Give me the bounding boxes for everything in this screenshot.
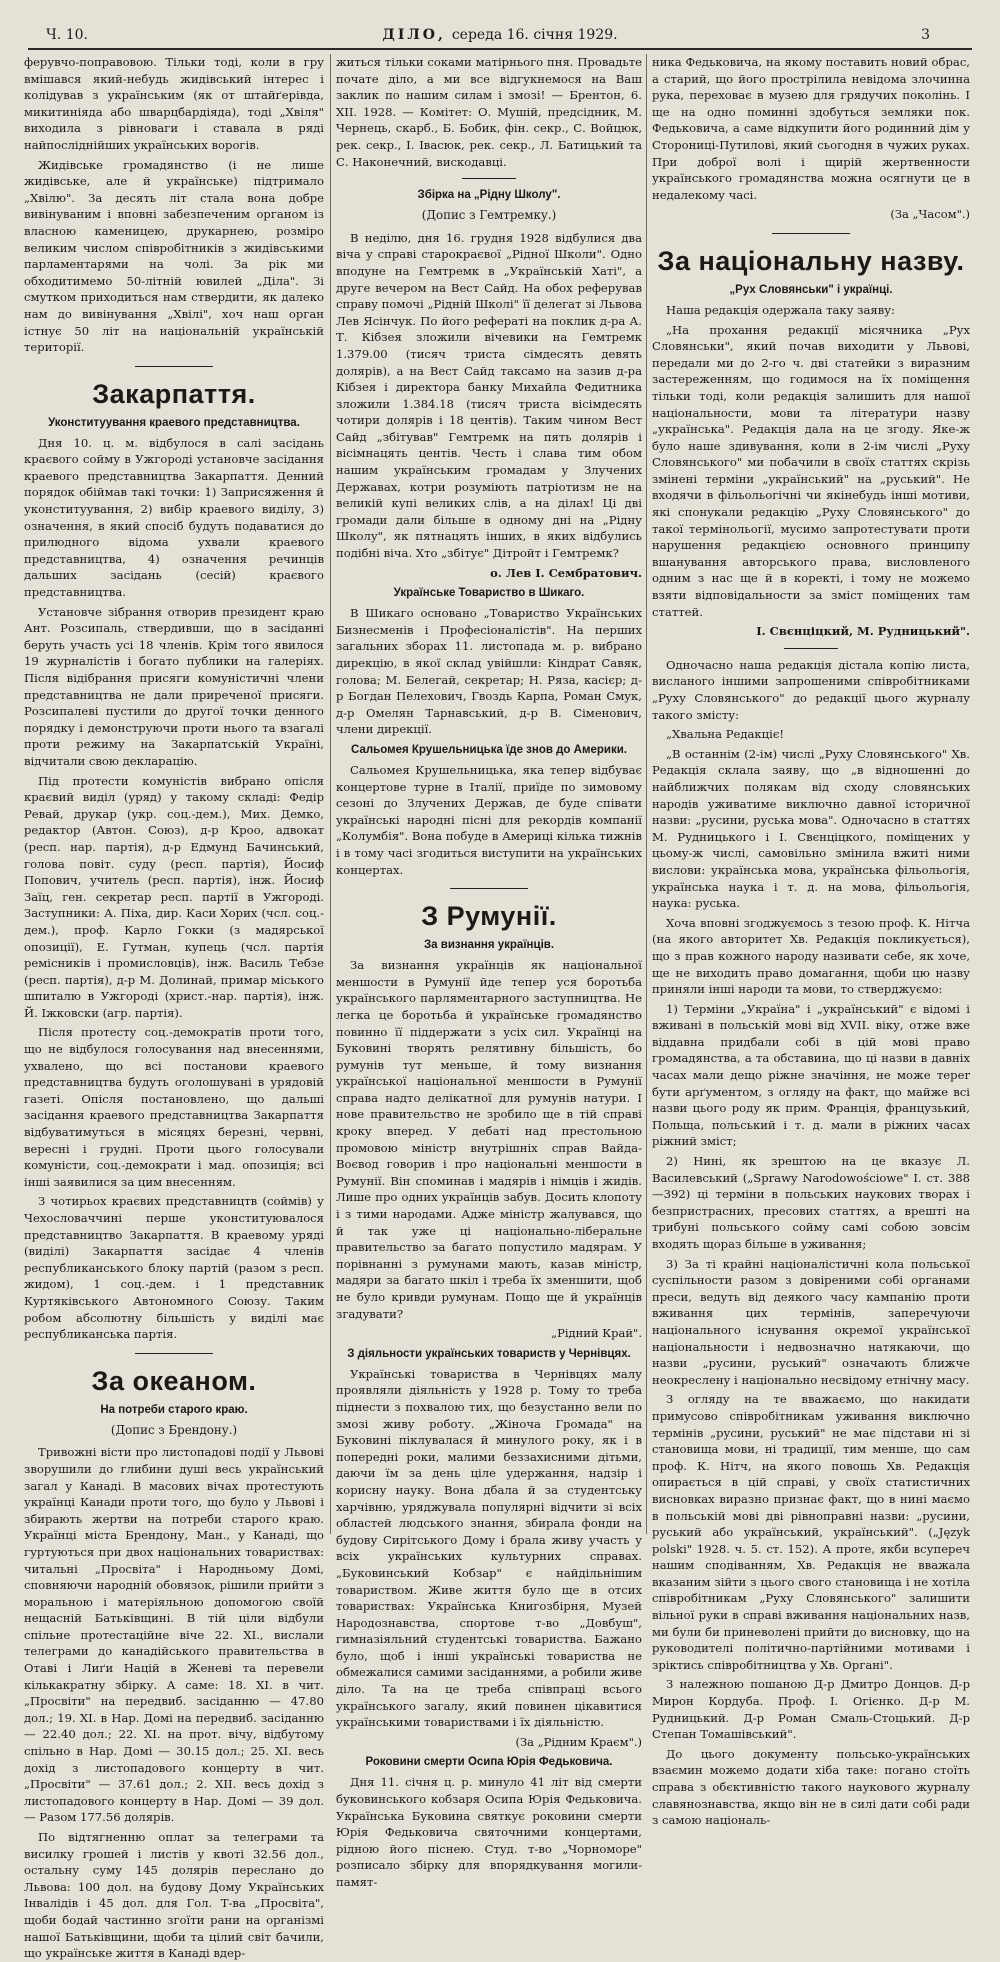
paragraph: 3) За ті крайні націоналістичні кола польської суспільности разом з довіреними собі органами преси, ведуть від деякого часу кампанію проти вживання цих термінів, заперечуючи національного існування окремої української національности і недвозначно натякаючи, що назви „русини, руський" означають ближче неокреслену і національно несвідому етнічну масу. [652,1256,970,1387]
separator-line [462,178,516,179]
paragraph: Дня 11. січня ц. р. минуло 41 літ від смерти буковинського кобзаря Осипа Юрія Федьковича. Українська Буковина святкує роковини смерти Юрія Федьковича святочними концертами, рідною його піснею. Студ. т-во „Чорноморе" розписало збірку для впорядкування могили-памят- [336,1775,642,1889]
paragraph: Одночасно наша редакція дістала копію листа, висланого іншими запрошеними співробітниками „Руху Словянського" до редакції цього журналу такого змісту: [652,657,970,722]
paragraph: В неділю, дня 16. грудня 1928 відбулися два віча у справі старокраєвої „Рідної Школи". Одно вподуне на Гемтремк в „Українській Хаті", а друге вечером на Вест Сайд. На обох реферував справу помочі „Рідній Школі" її делегат зі Львова Лев Ясінчук. По його рефераті на поклик д-ра А. Т. Кібзея зложили вічевики на Гемтремк 1.379.00 (тисяч триста сімдесять девять долярів), а на Вест Сайд таксамо на зазив д-ра Кібзея і директора банку Михайла Федитника зложили 1.384.18 (тисяч триста вісімдесять чотири долярів і 18 центів). Таким чином Вест Сайд „збітував" Гемтремк на пять долярів і вісімнацять центів. Честь і слава тим обом нашим українським громадам у Злучених Державах, котри розуміють патріотизм не на великій купі великих слів, а на ділах! Ці дві громади дали більше в одному дні на „Рідну Школу", як пятнацять інших, в яких відбулись подібні віча. Хто „збітує" Дітройт і Гемтремк? [336,230,642,561]
paragraph: житься тільки соками матірнього пня. Провадьте почате діло, а ми все відгукнемося на Ваш заклик по нашим силам і змозі! — Брентон, 6. XII. 1928. — Комітет: О. Мушій, предсідник, М. Чернець, скарб., Б. Бобик, фін. секр., С. Войцюк, рек. секр., І. Івасюк, рек. секр., Л. Батицький та С. Наконечний, вискодавці. [336,55,642,169]
paragraph: „На прохання редакції місячника „Рух Словянськи", який почав виходити у Львові, передали ми до 2-го ч. дві статейки з виразним застереженням, що годимося на їх поміщення тільки тоді, коли редакція залишить для нашої національности, мови та літератури назву „українська". Редакція дала на це згоду. Яке-ж було наше здивування, коли в 2-ім числі „Руху Словянського" ми побачили в своїх статтях скрізь змінені терміни „український" на „руський". Не входячи в фільольогічні чи якінебудь інші мотиви, які спонукали редакцію „Руху Словянського" до такої термінольогії, мусимо запротестувати проти нарушення редакцією основного принципу вшанування авторського права, висловленого одним з нас ще й в коректі, і тому не можемо взяти відповідальности за зміст поміщених там статтей. [652,322,970,619]
paragraph: За визнання українців як національної меншости в Румунії йде тепер уся боротьба українського парляментарного заступництва. Не легка це боротьба й українське громадянство повинно її піддержати з усіх сил. Українці на Буковині творять релятивну більшість, бо румунів тут меньше, й тому визнання української національної меншости в Румунії справа надто делікатної для румунів натури. І нове правительство не зробило ще в тій справі кроку вперед. У дебаті над престольною промовою міністр внутрішніх справ Вайда-Воєвод говорив і про національні меншости в Румунії. Він споминав і мадярів і німців і жидів. Лише про одних українців забув. Досить клопоту і з тими народами. Адже міністр жалувався, що й так уже ці національно-ліберальне правительство за багато попустило мадярам. У порівнанні з румунами мають, казав міністр, мадяри за багато шкіл і треба їх зменшити, щоб не було кривди румунам. Пощо ще й українців згадувати? [336,958,642,1321]
newspaper-name: ДІЛО, [382,27,446,43]
issue-number: Ч. 10. [46,27,88,43]
article-title: Збірка на „Рідну Школу". [417,189,561,202]
paragraph: Жидівське громадянство (і не лише жидівське, але й українське) підтримало „Хвілю". За десять літ стала вона добре вивінуваним і вповні забезпеченим органом із власною каменицею, друкарнею, розміро великим числом співробітників з жидівськими парламентарями на чолі. За рік ми обходитимемо 50-літній ювилей „Діла". Зі смутком приходиться нам ствердити, як далеко нам до вивінування „Хвілі", хоч наш орган істнує 50 літ на національній українській території. [24,157,324,355]
signature: о. Лев І. Сембратович. [490,565,642,580]
source-note: (За „Часом".) [890,207,970,222]
page-number: 3 [921,27,930,43]
separator-line [450,888,528,889]
column-divider [330,54,331,1534]
paragraph: Хоча вповні згоджуємось з тезою проф. К. Нітча (на якого авторитет Хв. Редакція покликується), що з прав кожного народу називати себе, як хоче, ще не виходить право домагання, щоби цю назву приняли інші народи та мови, то стверджуємо: [652,915,970,997]
column-2 [336,54,643,1889]
article-title: Українське Товариство в Шикаго. [393,587,585,600]
subheadline: „Рух Словянськи" і українці. [729,283,893,296]
paragraph: ника Федьковича, на якому поставить новий обрас, а старий, що його прострілила невідома злочинна рука, переховає в музею для грядучих поколінь. І ще на одно поминні здобуться земляки пок. Федьковича, а саме відкупити його родинний дім у Сторониці-Путилові, який сьогодня в чужих руках. При доброї волі і щирій жертвенности українського громадянства можна осягнути це в недалекому часі. [652,55,970,202]
paragraph: З огляду на те вважаємо, що накидати примусово співробітникам уживання виключно термінів „русини, руський" не має підстави ні зі становища мови, ні традиції, тим менше, що сам проф. К. Нітч, на якого повошь Хв. Редакція опирається в цій справі, у своїх статистичних висновках виразно признає факт, що в нині маємо в польській мові дві рівноправні назви: „русини, руський або український, український". („Język polski" 1928. ч. 5. ст. 152). А проте, якби всупереч нашим сподіванням, Хв. Редакція не вважала вказаним зійти з цього свого становища і не хотіла співробітникам „Руху Словянського" залишити вільної руки в справі вживання національних назв, ми були би приневолені прийти до висновку, що на руководителі політично-партійними мотивами і зріктись співробітництва у Хв. Органі". [652,1392,970,1672]
paragraph: ферувчо-поправовою. Тільки тоді, коли в гру вмішався який-небудь жидівський інтерес і колідував з українським (як от штайґерівда, микитиніяда або шварцбардіяда), тоді „Хвіля" виходила з рівноваги і ставала в ряді найпосліднійших українських ворогів. [24,55,324,152]
paragraph: По відтягненню оплат за телеграми та висилку грошей і листів у квоті 32.56 дол., остальну суму 145 долярів переслано до Львова: 100 дол. на будову Дому Українських Інвалідів і 45 дол. для Гол. Т-ва „Просвіта", щоби бодай частинно згоїти рани на організмі нашої Батьківщини, щоби та цілий світ бачили, що українське життя в Канаді вдер- [24,1830,324,1961]
paragraph: „Хвальна Редакціє! [666,727,784,742]
column-3 [652,54,970,1828]
paragraph: В Шикаго основано „Товариство Українських Бизнесменів і Професіоналістів". На перших загальних зборах 11. листопада м. р. вибрано дирекцію, в якої склад увійшли: Кіндрат Савяк, голова; М. Белегай, секретар; Н. Ряза, касієр; д-р Богдан Пелехович, Гвоздь Карпа, Роман Смук, д-р Омелян Тарнавський, д-р В. Сіменович, члени дирекції. [336,606,642,737]
paragraph: До цього документу польсько-українських взаємин можемо додати хіба таке: погано стоїть справа з обєктивністю такого наукового журналу славянознавства, якщо він не в силі дати собі ради з самою національ- [652,1746,970,1828]
separator-line [784,648,838,649]
paragraph: Дня 10. ц. м. відбулося в салі засідань краєвого сойму в Ужгороді установче засідання краевого представництва Закарпаття. Денний порядок обіймав такі точки: 1) Заприсяження й уконституування, 2) вибір краевого виділу, 3) означення, в який спосіб будуть подаватися до прилюдного відома ухвали краевого представництва, 4) означення речинців дальших засідань (сесій) краєвого представництва. [24,435,324,600]
paragraph: З належною пошаною Д-р Дмитро Донцов. Д-р Мирон Кордуба. Проф. І. Огієнко. Д-р М. Рудницький. Д-р Роман Смаль-Стоцький. Д-р Степан Томашівський". [652,1677,970,1742]
article-title: З діяльности українських товариств у Чернівцях. [347,1347,631,1360]
paragraph: Установче зібрання отворив президент краю Ант. Розсипаль, ствердивши, що в засіданні беруть участь усі 18 членів. Крім того явилося 19 журналістів і богато публики на галеріях. Після відібрання присяги комуністичні члени представництва не дали приреченої присяги. Розсипалеві пустили до другої точки денного порядку і демонструючи проти нього та взагалі проти режиму на Закарпатській Україні, відчитали свою декларацію. [24,604,324,768]
paragraph: З чотирьох краєвих представництв (соймів) у Чехословаччині перше уконституювалося представництво Закарпаття. В краевому уряді (виділі) Закарпаття засідає 4 членів республиканського блоку партій (разом з респ. жидом), 1 соц.-дем. і 1 представник Куртяківського Автономного Союзу. Таким робом абсолютну більшість у виділі має республиканська партія. [24,1194,324,1342]
dateline: (Допис з Брендону.) [110,1422,238,1437]
separator-line [135,366,213,367]
column-1 [24,54,324,1961]
paragraph: Сальомея Крушельницька, яка тепер відбуває концертове турне в Італії, приїде по зимовому сезоні до Злучених Держав, де буде співати українські народні пісні для рекордів компанії „Колумбія". Вона побуде в Америці кілька тижнів і в тому часі згодиться виступити на українських концертах. [336,762,643,877]
headline-zakarpattia: Закарпаття. [92,378,256,409]
dateline: (Допис з Гемтремку.) [421,208,557,223]
headline-za-natsionalnu-nazvu: За національну назву. [657,245,965,276]
separator-line [772,233,850,234]
article-title: Сальомея Крушельницька їде знов до Америки. [351,743,627,756]
subheadline: На потреби старого краю. [100,1403,248,1416]
separator-line [135,1353,213,1354]
headline-z-rumunii: З Румунії. [421,901,557,932]
source-note: „Рідний Край". [551,1326,642,1341]
paragraph: Після протесту соц.-демократів проти того, що не відбулося голосування над внесеннями, ухвалено, що всі постанови краевого представництва будуть оголошувані в урядовій газеті. Опісля постановлено, що дальші засідання краевого представництва Закарпаття відбуватимуться в місяцях березні, червні, вересні і грудні. Проти цього голосували комуністи, соц.-демократи і мад. опозиція; всі інші заявилися за цим внесенням. [24,1025,324,1189]
paragraph: 1) Терміни „Україна" і „український" є відомі і вживані в польській мові від XVII. віку, отже вже віддавна придбали собі в цій мові право громадянства, а та обставина, що ці назви в давніх часах мали дещо ріжне значіння, не може теper бути арґументом, з огляду на факт, що майже всі назви цього роду як прим. Франція, французький, Польща, польський і т. д. мали в ріжних часах ріжний зміст; [652,1001,970,1149]
subheadline: Уконституування краевого представництва. [48,416,300,429]
column-divider [646,54,647,1534]
page-header [28,22,972,50]
paragraph: 2) Нині, як зрештою на це вказує Л. Василевський („Sprawy Narodowościowe" I. ст. 388—392) ці терміни в польських наукових творах і безпристрасних, пресових статтях, а врешті на трибуні польського сойму самі собою зовсім входять щораз більше в уживання; [652,1154,970,1251]
article-title: Роковини смерти Осипа Юрія Федьковича. [365,1756,613,1769]
paragraph: Тривожні вісти про листопадові події у Львові зворушили до глибини душі весь український загал у Канаді. В масових вічах протестують українці Канади проти того, що було у Львові і збирають жертви на потреби старого краю. Українці міста Брендону, Ман., у Канаді, що гуртуються при двох національних товариствах: читальні „Просвіта" і Народньому Домі, сповняючи народній обовязок, рішили прийти з моральною і матеріяльною допомогою своїй нещасній Батьківщині. В тій ціли відбули спільне протестаційне віче 22. XI., вислали телеграми до канадійського правительства в Отаві і Лиґи Націй в Женеві та перевели кількакратну збірку. А саме: 18. XI. в чит. „Просвіти" на передвиб. засіданню — 47.80 дол.; 19. XI. в Нар. Домі на передвиб. засіданню — 22.40 дол.; 22. XI. на прот. вічу, відбутому спільно в Нар. Домі — 30.15 дол.; 25. XI. весь дохід з листопадового концерту в чит. „Просвіти" — 37.61 дол.; 2. XII. весь дохід з листопадового концерту в Нар. Домі — 39 дол. — Разом 177.56 долярів. [24,1445,324,1825]
subheadline: За визнання українців. [423,939,555,952]
paragraph: Під протести комуністів вибрано опісля краєвий виділ (уряд) у такому складі: Федір Ревай, друкар (укр. соц.-дем.), Мих. Демко, редактор (Автон. Союз), д-р Кроо, адвокат (респ. нар. партія), д-р Едмунд Бачинський, голова повіт. суду (респ. партія), Йосиф Попович, учитель (респ. партія), інж. Йосиф Заїц, ген. секретар респ. партії в Ужгороді. Заступники: А. Піха, дир. Каси Хорих (чсл. соц.-дем.), проф. Карло Гокки (з мадярської опозиції), Е. Гутман, купець (чсл. партія ремісників і промисловців), інж. Василь Тебзе (респ. партія), д-р М. Долинай, примар міського шпиталю в Ужгороді (христ.-нар. партія), інж. Й. Іжковски (агр. партія). [24,773,324,1020]
paragraph: „В останнім (2-ім) числі „Руху Словянського" Хв. Редакція склала заяву, що „в відношенні до найближчих полякам від сходу словянських народів уживатиме виключно давної історичної назви: „русини, руська мова". Одночасно в статтях М. Рудницького і І. Свєнціцкого, поміщених у цьому-ж числі, самовільно змінила вжиті ними вислови: українська мова, українська фільольогія, українська наука і т. д. на мова, фільольогія, наука: руська. [652,746,970,911]
headline-za-okeanom: За океаном. [91,1365,257,1396]
paragraph: Наша редакція одержала таку заяву: [666,302,895,317]
issue-date: середа 16. січня 1929. [451,27,618,43]
paragraph: Українські товариства в Чернівцях малу проявляли діяльність у 1928 р. Тому то треба піднести з похвалою тих, що безустанно вели по змозі живу роботу. „Жіноча Громада" на Буковині піклувалася й минулого року, як і в попередні роки, малими беззахисними дітьми, даючи їм за день ціле удержання, надзір і корисну науку. Вона дбала й за студентську харчівню, уряджувала популярні відчити зі всіх областей людського знання, збирала фонди на будову Сирітського Дому і брала живу участь у всіх українських культурних справах. „Буковинський Кобзар" є найдільнішим товариством. Живе життя було ще в отсих товариствах: Українська Книгозбірня, Музей Народознавства, спортове т-во „Довбуш", гимназіяльний студентські товариства. Бажано було, щоб і інші українські товариства не обмежалися самими засіданнями, а робили живе діло. Та на це треба співпраці всього українського загалу, який повинен цікавитися українськими товариствами і їх діяльністю. [336,1366,642,1730]
signature: І. Свєнціцкий, М. Рудницький". [756,624,970,639]
header-title [28,24,972,46]
source-note: (За „Рідним Краєм".) [515,1734,642,1749]
